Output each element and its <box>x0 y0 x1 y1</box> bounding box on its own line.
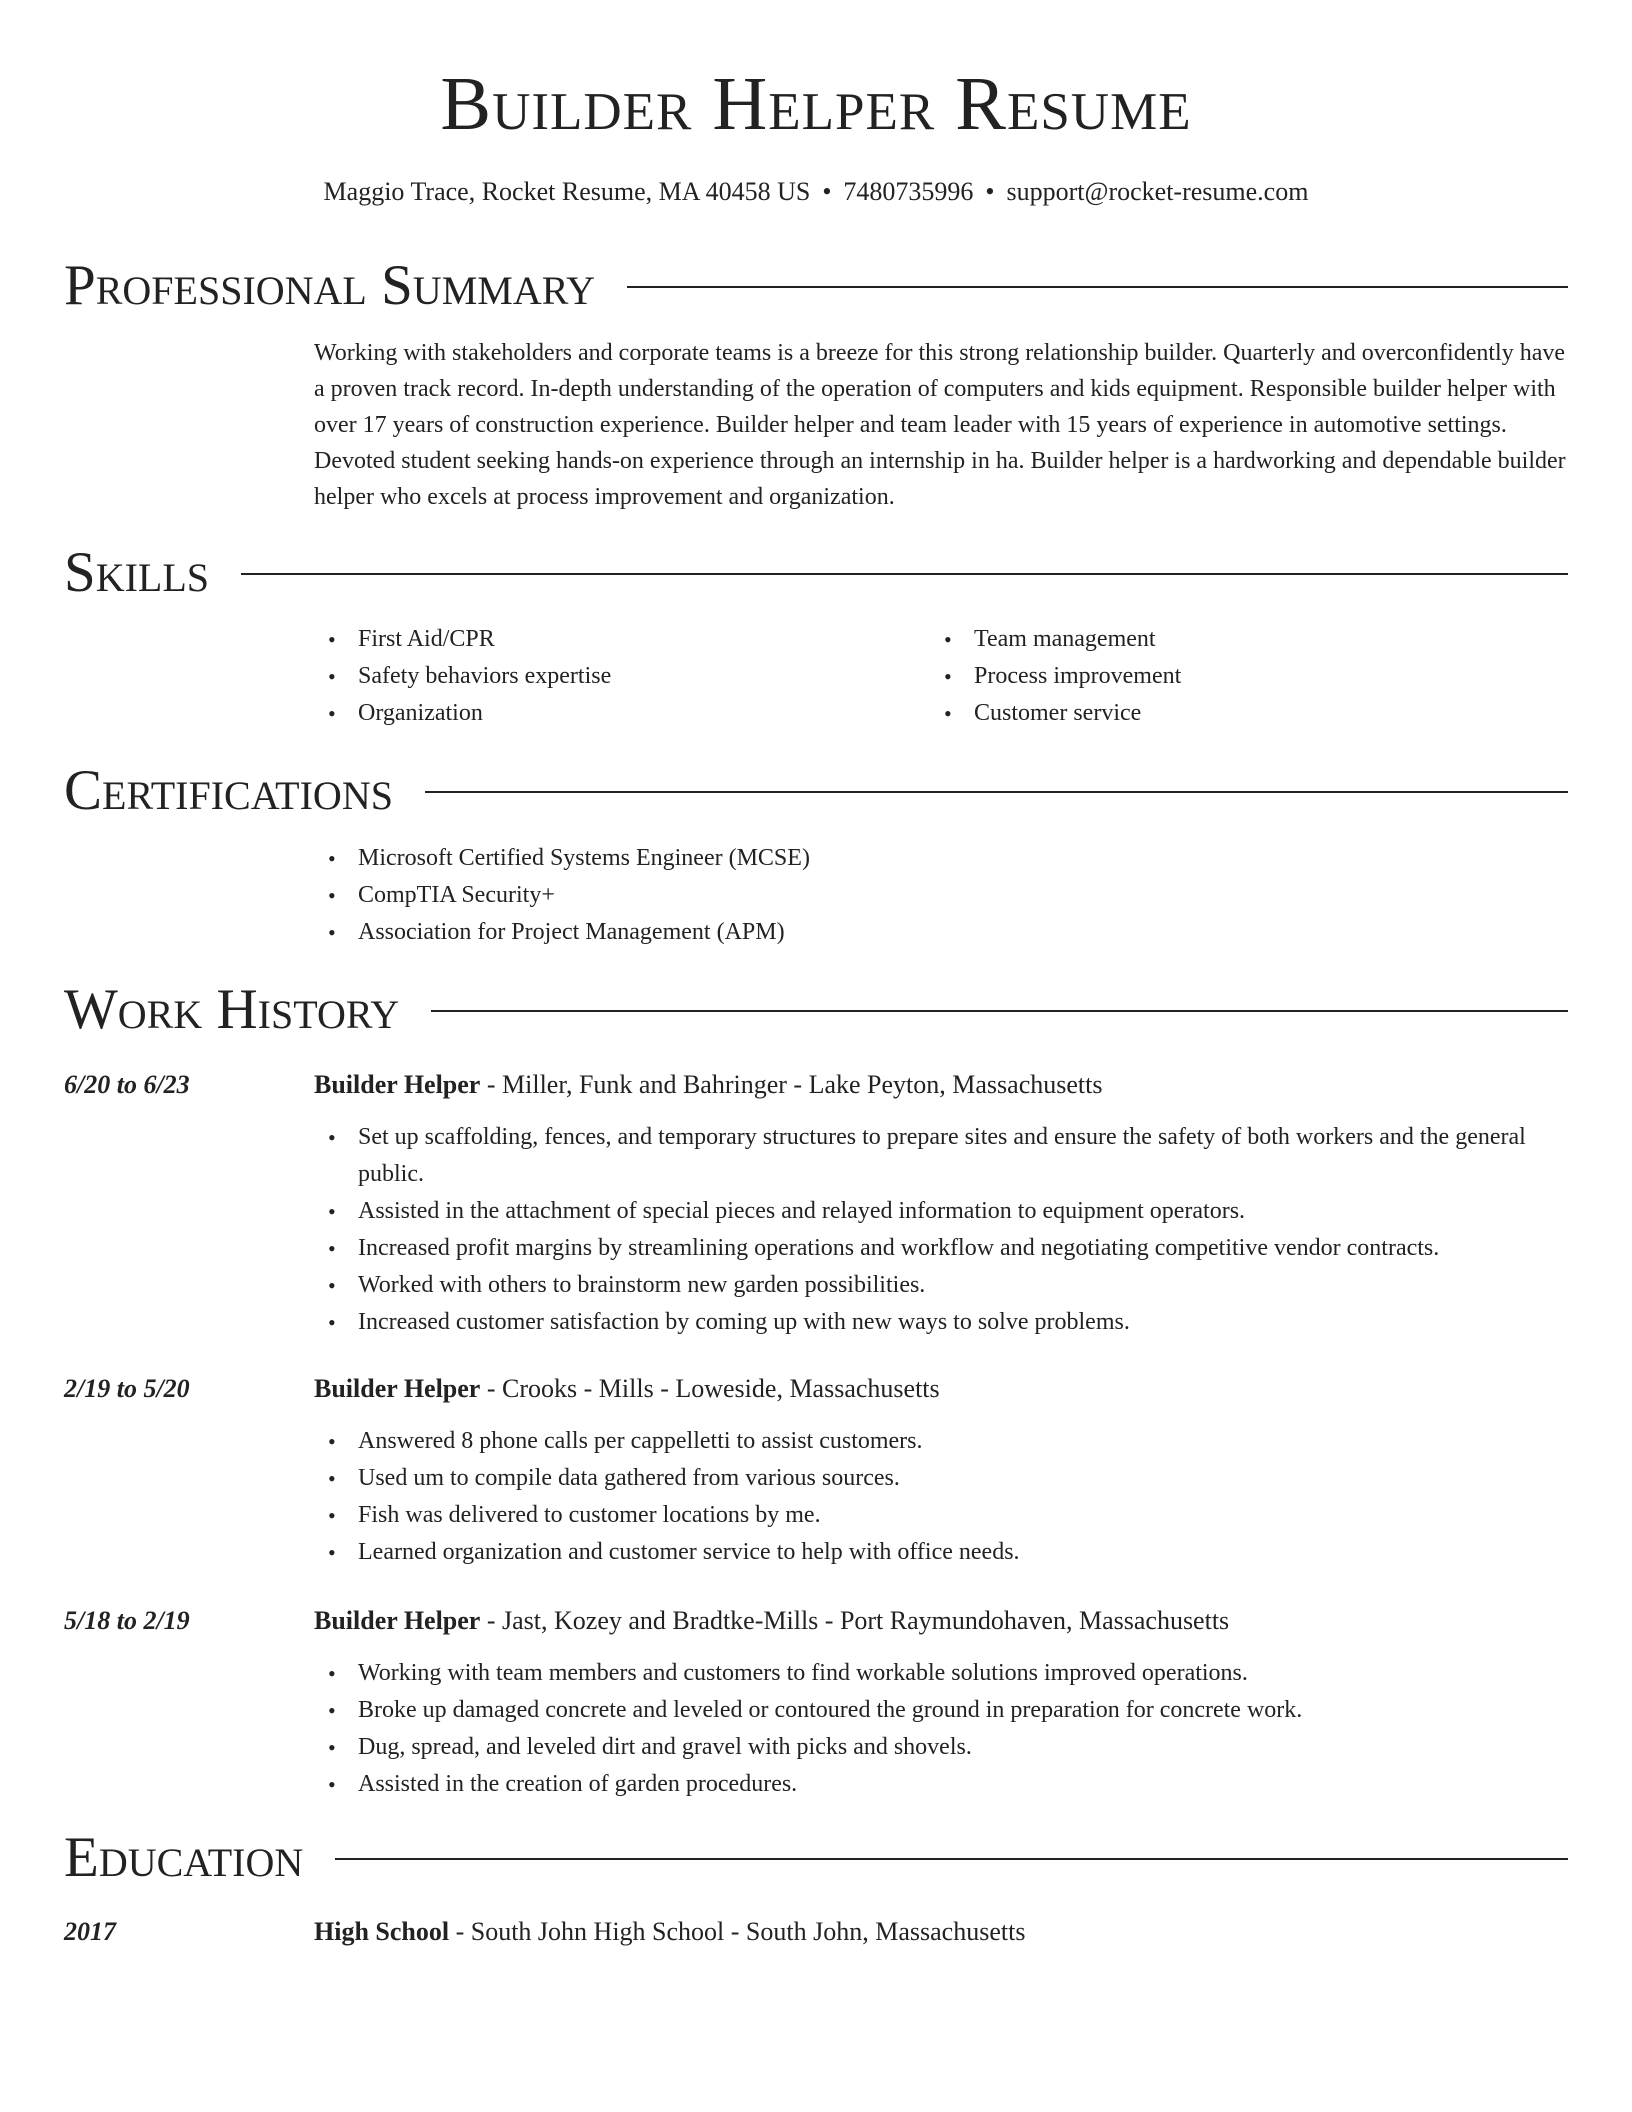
contact-email: support@rocket-resume.com <box>1006 177 1309 206</box>
job-bullets <box>314 1423 1568 1571</box>
certification-item: • Association for Project Management (APM) <box>314 914 1568 951</box>
work-heading: Work History <box>64 978 400 1041</box>
skills-list-right <box>930 621 1530 732</box>
job-heading <box>314 1067 1568 1103</box>
job-bullet: • Used um to compile data gathered from various sources. <box>314 1460 1568 1497</box>
job-dates: 5/18 to 2/19 <box>64 1606 190 1635</box>
certifications-heading: Certifications <box>64 759 393 822</box>
education-heading-row <box>64 1826 1568 1890</box>
summary-text: Working with stakeholders and corporate teams is a breeze for this strong relationship builder. Quarterly and overconfidently have a proven track record. In-depth understanding of the operation of computers and kids equipment. Responsible builder helper with over 17 years of construction experience. Builder helper and team leader with 15 years of experience in automotive settings. Devoted student seeking hands-on experience through an internship in ha. Builder helper is a hardworking and dependable builder helper who excels at process improvement and organization. <box>314 340 1566 510</box>
education-degree: High School <box>314 1917 450 1946</box>
job-details: - Crooks - Mills - Loweside, Massachusetts <box>480 1374 940 1403</box>
education-year: 2017 <box>64 1917 116 1946</box>
certifications-list <box>314 840 1568 951</box>
summary-heading-row <box>64 254 1568 318</box>
contact-phone: 7480735996 <box>843 177 974 206</box>
job-title: Builder Helper <box>314 1606 481 1635</box>
job-bullet: • Working with team members and customers to find workable solutions improved operations. <box>314 1655 1568 1692</box>
job-bullet: • Increased profit margins by streamlining operations and workflow and negotiating competitive vendor contracts. <box>314 1230 1568 1267</box>
job-heading <box>314 1371 1568 1407</box>
job-bullet: • Worked with others to brainstorm new garden possibilities. <box>314 1267 1568 1304</box>
skill-item: • Safety behaviors expertise <box>314 658 914 695</box>
job-dates: 6/20 to 6/23 <box>64 1070 190 1099</box>
section-divider <box>425 791 1568 793</box>
job-bullet: • Dug, spread, and leveled dirt and gravel with picks and shovels. <box>314 1729 1568 1766</box>
job-heading <box>314 1603 1568 1639</box>
job-title: Builder Helper <box>314 1070 481 1099</box>
education-heading: Education <box>64 1826 304 1889</box>
skill-item: • First Aid/CPR <box>314 621 914 658</box>
section-divider <box>241 573 1568 575</box>
contact-address: Maggio Trace, Rocket Resume, MA 40458 US <box>323 177 811 206</box>
summary-heading: Professional Summary <box>64 254 596 317</box>
job-bullet: • Answered 8 phone calls per cappelletti to assist customers. <box>314 1423 1568 1460</box>
section-divider <box>627 286 1568 288</box>
job-title: Builder Helper <box>314 1374 481 1403</box>
certification-item: • CompTIA Security+ <box>314 877 1568 914</box>
job-bullet: • Fish was delivered to customer locations by me. <box>314 1497 1568 1534</box>
job-details: - Miller, Funk and Bahringer - Lake Peyton, Massachusetts <box>480 1070 1103 1099</box>
job-bullets <box>314 1655 1568 1803</box>
section-divider <box>431 1010 1568 1012</box>
contact-separator: • <box>985 177 995 206</box>
job-bullet: • Set up scaffolding, fences, and temporary structures to prepare sites and ensure the safety of both workers and the general public. <box>314 1119 1568 1193</box>
skills-list-left <box>314 621 914 732</box>
skill-item: • Team management <box>930 621 1530 658</box>
job-bullet: • Assisted in the creation of garden procedures. <box>314 1766 1568 1803</box>
work-heading-row <box>64 978 1568 1042</box>
job-details: - Jast, Kozey and Bradtke-Mills - Port Raymundohaven, Massachusetts <box>480 1606 1230 1635</box>
education-entry <box>314 1914 1568 1950</box>
contact-line <box>0 174 1632 210</box>
skills-heading-row <box>64 541 1568 605</box>
job-bullet: • Learned organization and customer service to help with office needs. <box>314 1534 1568 1571</box>
education-details: - South John High School - South John, Massachusetts <box>449 1917 1026 1946</box>
job-bullet: • Increased customer satisfaction by coming up with new ways to solve problems. <box>314 1304 1568 1341</box>
section-divider <box>335 1858 1568 1860</box>
contact-separator: • <box>822 177 832 206</box>
job-bullets <box>314 1119 1568 1341</box>
skill-item: • Process improvement <box>930 658 1530 695</box>
certification-item: • Microsoft Certified Systems Engineer (MCSE) <box>314 840 1568 877</box>
skill-item: • Organization <box>314 695 914 732</box>
certifications-heading-row <box>64 759 1568 823</box>
job-dates: 2/19 to 5/20 <box>64 1374 190 1403</box>
job-bullet: • Assisted in the attachment of special pieces and relayed information to equipment operators. <box>314 1193 1568 1230</box>
job-bullet: • Broke up damaged concrete and leveled or contoured the ground in preparation for concrete work. <box>314 1692 1568 1729</box>
resume-title: Builder Helper Resume <box>440 62 1192 146</box>
skills-heading: Skills <box>64 541 210 604</box>
skill-item: • Customer service <box>930 695 1530 732</box>
